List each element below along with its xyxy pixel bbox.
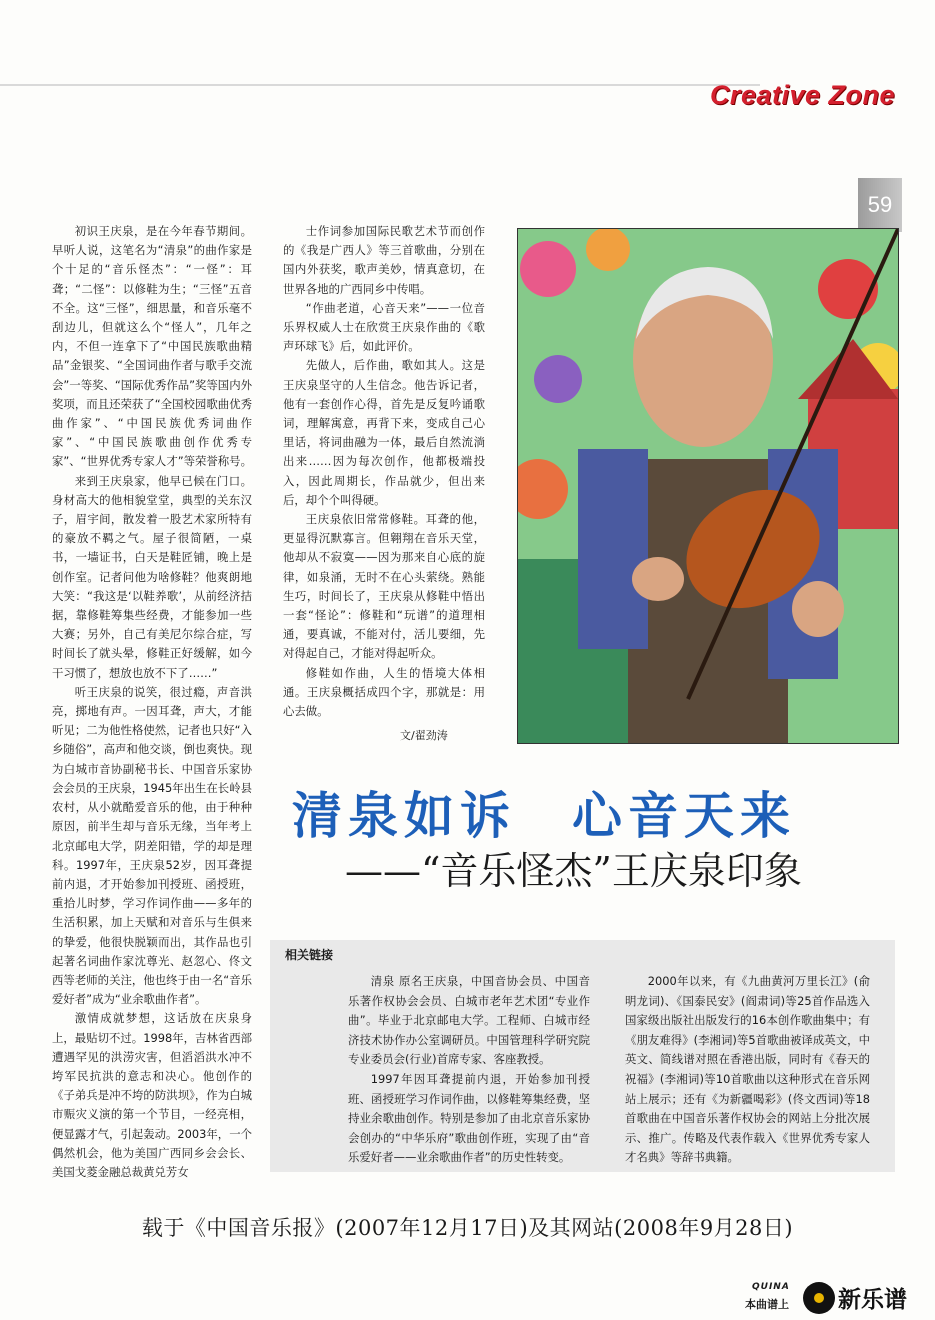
paragraph: 士作词参加国际民歌艺术节而创作的《我是广西人》等三首歌曲，分别在国内外获奖，歌声美妙，情真意切，在世界各地的广西同乡中传唱。 (283, 224, 485, 296)
article-column-1 (52, 222, 252, 1182)
section-brand: Creative Zone (709, 80, 895, 110)
byline: 文/翟劲涛 (400, 729, 448, 742)
headline-subtitle: ——“音乐怪杰”王庆泉印象 (345, 849, 802, 893)
header-rule (0, 84, 760, 86)
paragraph: 修鞋如作曲，人生的悟境大体相通。王庆泉概括成四个字，那就是：用心去做。 (283, 665, 485, 719)
paragraph: 王庆泉依旧常常修鞋。耳聋的他，更显得沉默寡言。但翱翔在音乐天堂，他却从不寂寞——因为那来自心底的旋律，如泉涌，无时不在心头萦绕。熟能生巧，时间长了，王庆泉从修鞋中悟出一套“怪论”：修鞋和“玩谱”的道理相通，要真诚，不能对付，活儿要细，先对得起自己，才能对得起听众。 (283, 512, 485, 661)
watermark-latin: QUINA (752, 1282, 790, 1292)
article-column-2 (283, 222, 485, 721)
paragraph: 1997年因耳聋提前内退，开始参加刊授班、函授班学习作词作曲，以修鞋筹集经费，坚持业余歌曲创作。特别是参加了由北京音乐家协会创办的“中华乐府”歌曲创作班，实现了由“音乐爱好者——业余歌曲作者”的历史性转变。 (348, 1071, 590, 1165)
paragraph: 清泉 原名王庆泉，中国音协会员、中国音乐著作权协会会员、白城市老年艺术团“专业作曲”。毕业于北京邮电大学。工程师、白城市经济技术协作办公室调研员。中国管理科学研究院专业委员会(行业)首席专家、客座教授。 (348, 974, 590, 1067)
watermark-logo-text: 新乐谱 (838, 1287, 907, 1313)
record-disc-icon (803, 1282, 835, 1314)
watermark-small-text: 本曲谱上 (745, 1298, 789, 1311)
paragraph: 激情成就梦想，这话放在庆泉身上，最贴切不过。1998年，吉林省西部遭遇罕见的洪涝灾害，但滔滔洪水冲不垮军民抗洪的意志和决心。他创作的《子弟兵是冲不垮的防洪坝》，作为白城市赈灾义演的第一个节目，一经亮相，便显露才气，引起轰动。2003年，一个偶然机会，他为美国广西同乡会会长、美国戈菱金融总裁黄兑芳女 (52, 1011, 252, 1179)
related-column-2 (625, 972, 870, 1168)
paragraph: “作曲老道，心音天来”——一位音乐界权威人士在欣赏王庆泉作曲的《歌声环球飞》后，如此评价。 (283, 300, 485, 354)
paragraph: 来到王庆泉家，他早已候在门口。身材高大的他相貌堂堂，典型的关东汉子，眉宇间，散发着一股艺术家所特有的豪放不羁之气。屋子很简陋，一桌书，一墙证书，白天是鞋匠铺，晚上是创作室。记者问他为啥修鞋？他爽朗地大笑：“我这是‘以鞋养歌’，从前经济拮据，靠修鞋筹集些经费，才能参加一些大赛；另外，自己有美尼尔综合症，写时间长了就头晕，修鞋正好缓解，如今干习惯了，想放也放不下了……” (52, 473, 252, 680)
related-links-heading: 相关链接 (285, 948, 334, 962)
headline-title: 清泉如诉 心音天来 (292, 787, 796, 845)
source-note: 载于《中国音乐报》(2007年12月17日)及其网站(2008年9月28日) (141, 1216, 794, 1240)
page-number: 59 (858, 178, 902, 232)
violinist-illustration (518, 229, 898, 743)
paragraph: 初识王庆泉，是在今年春节期间。早听人说，这笔名为“清泉”的曲作家是个十足的“音乐怪杰”：“一怪”：耳聋；“二怪”：以修鞋为生；“三怪”五音不全。这“三怪”，细思量，和音乐毫不刮边儿，但就这么个“怪人”，几年之内，不但一连拿下了“中国民族歌曲精品”金银奖、“全国词曲作者与歌手交流会”一等奖、“国际优秀作品”奖等国内外奖项，而且还荣获了“全国校园歌曲优秀曲作家”、“中国民族优秀词曲作家”、“中国民族歌曲创作优秀专家”、“世界优秀专家人才”等荣誉称号。 (52, 224, 252, 469)
violinist-photo (517, 228, 899, 744)
paragraph: 听王庆泉的说笑，很过瘾，声音洪亮，掷地有声。一因耳聋，声大，才能听见；二为他性格使然，记者也只好“入乡随俗”，高声和他交谈，倒也爽快。现为白城市音协副秘书长、中国音乐家协会会员的王庆泉，1945年出生在长岭县农村，从小就酷爱音乐的他，由于种种原因，前半生却与音乐无缘，当年考上北京邮电大学，阴差阳错，学的却是理科。1997年，王庆泉52岁，因耳聋提前内退，才开始参加刊授班、函授班，重拾儿时梦，学习作词作曲——多年的生活积累，加上天赋和对音乐与生俱来的挚爱，他很快脱颖而出，其作品也引起著名词曲作家沈尊光、赵忽心、佟文西等老师的关注，他也终于由一名“音乐爱好者”成为“业余歌曲作者”。 (52, 684, 252, 1007)
paragraph: 2000年以来，有《九曲黄河万里长江》(俞明龙词)、《国泰民安》(阎肃词)等25首作品选入国家级出版社出版发行的16本创作歌曲集中；有《朋友难得》(李湘词)等5首歌曲被译成英文，中英文、简线谱对照在香港出版，同时有《春天的祝福》(李湘词)等10首歌曲以这种形式在音乐网站上展示；还有《为新疆喝彩》(佟文西词)等18首歌曲在中国音乐著作权协会的网站上分批次展示、推广。传略及代表作载入《世界优秀专家人才名典》等辞书典籍。 (625, 974, 870, 1165)
related-column-1 (348, 972, 590, 1168)
paragraph: 先做人，后作曲，歌如其人。这是王庆泉坚守的人生信念。他告诉记者，他有一套创作心得，首先是反复吟诵歌词，理解寓意，再背下来，变成自己心里话，将词曲融为一体，最后自然流淌出来……因为每次创作，他都极端投入，因此周期长，作品就少，但出来后，却个个叫得硬。 (283, 358, 485, 507)
